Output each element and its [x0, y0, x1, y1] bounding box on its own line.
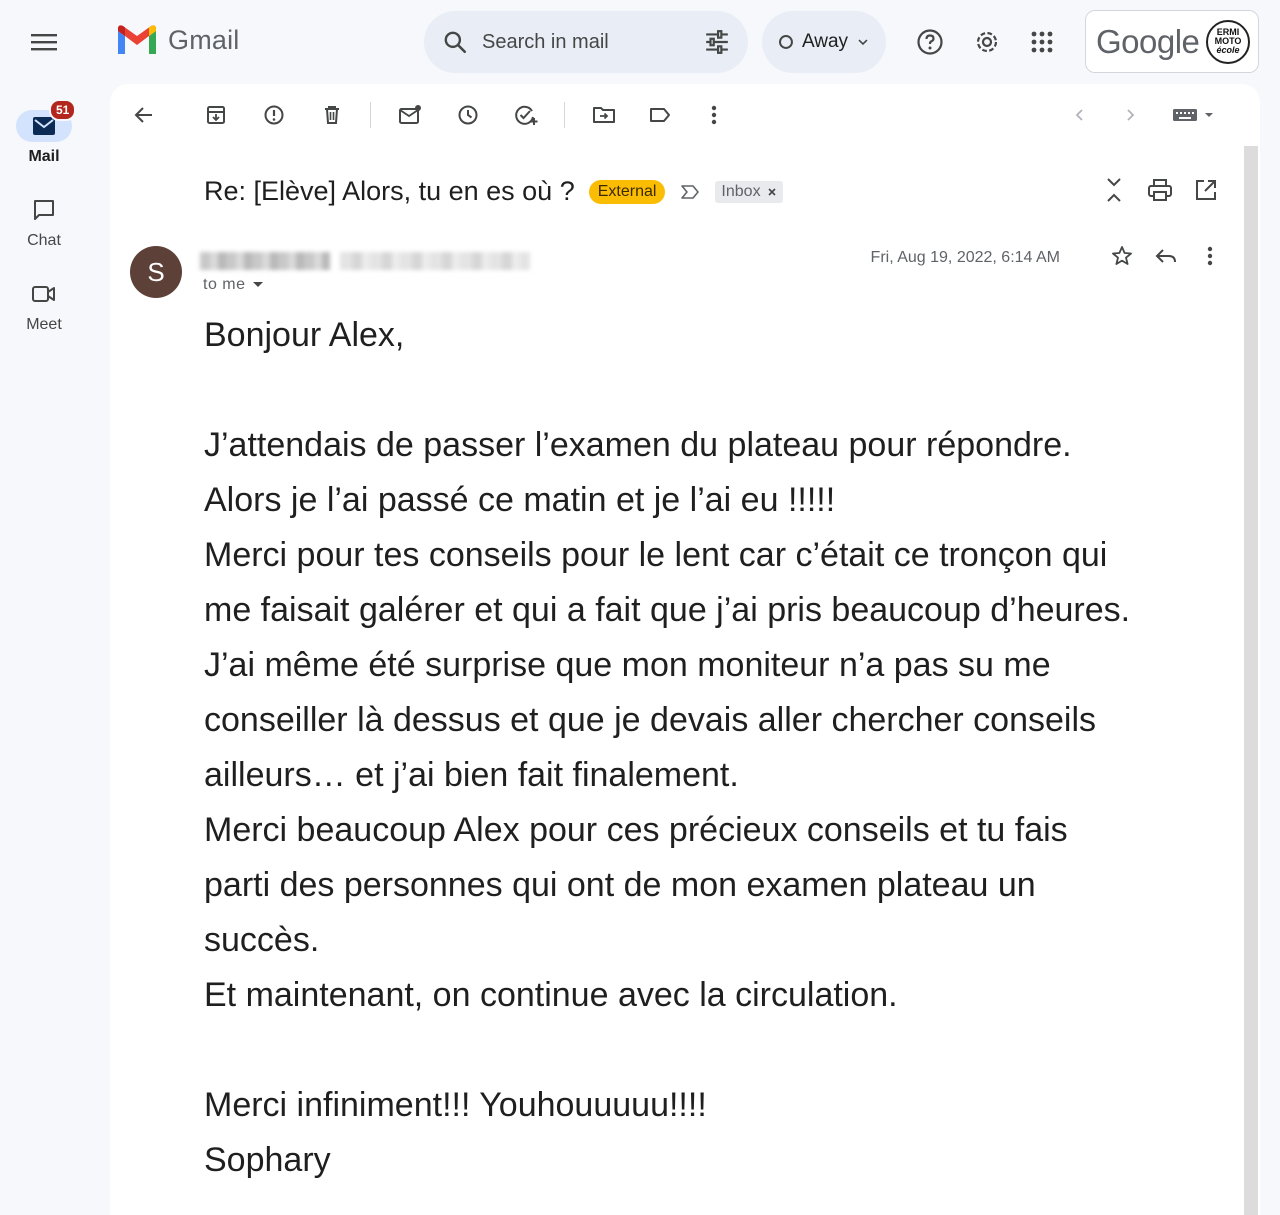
account-avatar-line1: ERMI	[1216, 27, 1240, 37]
keyboard-icon	[1173, 107, 1215, 123]
body-line: conseiller là dessus et que je devais aller chercher conseils	[204, 701, 1097, 739]
body-line: Merci beaucoup Alex pour ces précieux conseils et tu fais	[204, 811, 1068, 849]
gear-icon	[973, 28, 1001, 56]
recipients-label: to me	[203, 276, 246, 293]
gmail-logo[interactable]	[116, 24, 240, 56]
collapse-all-button[interactable]	[1100, 176, 1128, 209]
inbox-label-chip[interactable]	[715, 181, 782, 203]
search-input[interactable]: Search in mail	[482, 30, 609, 53]
archive-button[interactable]	[196, 98, 236, 132]
back-button[interactable]	[124, 98, 164, 132]
sender-name-blur	[200, 252, 330, 270]
status-selector[interactable]	[762, 11, 886, 73]
rail-pill-meet[interactable]	[16, 278, 72, 310]
chevron-right-icon	[1123, 107, 1137, 123]
body-line: Sophary	[204, 1141, 331, 1179]
unread-count-badge: 51	[49, 99, 76, 121]
subject-actions	[1100, 176, 1220, 209]
message-body	[204, 308, 1234, 1188]
newer-button[interactable]	[1060, 98, 1100, 132]
rail-pill-mail[interactable]	[16, 103, 72, 142]
labels-button[interactable]	[640, 98, 680, 132]
app-name: Gmail	[168, 24, 240, 55]
status-label: Away	[801, 31, 849, 52]
collapse-all-icon	[1100, 176, 1128, 204]
settings-button[interactable]	[965, 20, 1009, 64]
body-line: J’attendais de passer l’examen du plateau pour répondre.	[204, 426, 1072, 464]
rail-label-mail: Mail	[28, 148, 60, 165]
apps-button[interactable]	[1020, 20, 1064, 64]
body-line: ailleurs… et j’ai bien fait finalement.	[204, 756, 739, 794]
search-options-icon[interactable]	[704, 29, 730, 55]
chevron-left-icon	[1073, 107, 1087, 123]
body-line	[204, 363, 1234, 418]
print-icon	[1146, 176, 1174, 204]
snooze-button[interactable]	[448, 98, 488, 132]
chevron-down-icon	[856, 35, 870, 49]
add-to-tasks-button[interactable]	[506, 98, 546, 132]
apps-grid-icon	[1030, 30, 1054, 54]
reply-button[interactable]	[1154, 244, 1178, 273]
message-date: Fri, Aug 19, 2022, 6:14 AM	[870, 249, 1060, 266]
status-circle-icon	[778, 34, 794, 50]
main-menu-button[interactable]	[20, 18, 68, 66]
rail-item-meet[interactable]	[0, 278, 88, 334]
account-switcher[interactable]	[1085, 10, 1259, 73]
body-line: Et maintenant, on continue avec la circulation.	[204, 976, 898, 1014]
body-line: Bonjour Alex,	[204, 316, 405, 354]
report-spam-icon	[263, 104, 285, 126]
rail-label-chat: Chat	[27, 232, 61, 249]
rail-pill-chat[interactable]	[16, 194, 72, 226]
body-line	[204, 1023, 1234, 1078]
body-line: J’ai même été surprise que mon moniteur n’a pas su me	[204, 646, 1051, 684]
star-button[interactable]	[1110, 244, 1134, 273]
body-line: succès.	[204, 921, 320, 959]
arrow-back-icon	[133, 104, 155, 126]
trash-icon	[321, 104, 343, 126]
account-avatar	[1206, 20, 1250, 64]
rail-item-chat[interactable]	[0, 194, 88, 250]
inbox-label-text: Inbox	[721, 182, 761, 200]
older-button[interactable]	[1110, 98, 1150, 132]
move-to-folder-icon	[592, 104, 616, 126]
recipients-toggle[interactable]	[203, 276, 264, 294]
subject-row	[204, 176, 783, 207]
label-icon	[648, 104, 672, 126]
mark-unread-icon	[398, 104, 422, 126]
sender-email-blur	[340, 252, 530, 270]
body-line: me faisait galérer et qui a fait que j’ai pris beaucoup d’heures.	[204, 591, 1131, 629]
body-line: Alors je l’ai passé ce matin et je l’ai eu !!!!!	[204, 481, 836, 519]
chat-icon	[32, 198, 56, 222]
message-subject: Re: [Elève] Alors, tu en es où ?	[204, 176, 575, 206]
account-avatar-line3: école	[1216, 45, 1240, 55]
add-task-icon	[514, 104, 538, 126]
star-icon	[1110, 244, 1134, 268]
gmail-m-icon	[116, 24, 158, 56]
caret-down-icon	[252, 281, 264, 289]
message-more-button[interactable]	[1198, 244, 1222, 273]
open-in-new-icon	[1192, 176, 1220, 204]
input-tools-button[interactable]	[1164, 98, 1224, 132]
message-view	[110, 84, 1260, 1215]
sender-avatar[interactable]: S	[130, 246, 182, 298]
message-toolbar	[110, 84, 1260, 146]
more-options-button[interactable]	[694, 98, 734, 132]
rail-label-meet: Meet	[26, 316, 62, 333]
delete-button[interactable]	[312, 98, 352, 132]
help-button[interactable]	[908, 20, 952, 64]
body-line: Merci infiniment!!! Youhouuuuu!!!!	[204, 1086, 707, 1124]
archive-icon	[205, 104, 227, 126]
importance-marker-icon[interactable]	[679, 183, 701, 201]
open-in-new-window-button[interactable]	[1192, 176, 1220, 209]
sender-name-redacted[interactable]	[200, 252, 530, 270]
rail-item-mail[interactable]	[0, 103, 88, 166]
toolbar-divider	[564, 102, 565, 128]
google-wordmark: Google	[1096, 22, 1200, 60]
clock-icon	[457, 104, 479, 126]
more-vert-icon	[1198, 244, 1222, 268]
report-spam-button[interactable]	[254, 98, 294, 132]
mail-icon	[33, 117, 55, 135]
search-bar[interactable]	[424, 11, 748, 73]
body-line: Merci pour tes conseils pour le lent car c’était ce tronçon qui	[204, 536, 1108, 574]
move-to-button[interactable]	[584, 98, 624, 132]
more-vert-icon	[711, 105, 717, 125]
close-icon[interactable]	[767, 187, 777, 197]
account-avatar-line2: MOTO	[1214, 36, 1242, 46]
print-button[interactable]	[1146, 176, 1174, 209]
reply-icon	[1154, 244, 1178, 268]
mark-unread-button[interactable]	[390, 98, 430, 132]
search-icon[interactable]	[442, 29, 468, 55]
toolbar-divider	[370, 102, 371, 128]
body-line: parti des personnes qui ont de mon examen plateau un	[204, 866, 1036, 904]
help-icon	[916, 28, 944, 56]
scrollbar[interactable]	[1244, 146, 1258, 1215]
video-camera-icon	[31, 283, 57, 305]
hamburger-menu-icon	[31, 32, 57, 52]
external-label-chip: External	[589, 180, 666, 204]
message-actions	[1110, 244, 1222, 273]
